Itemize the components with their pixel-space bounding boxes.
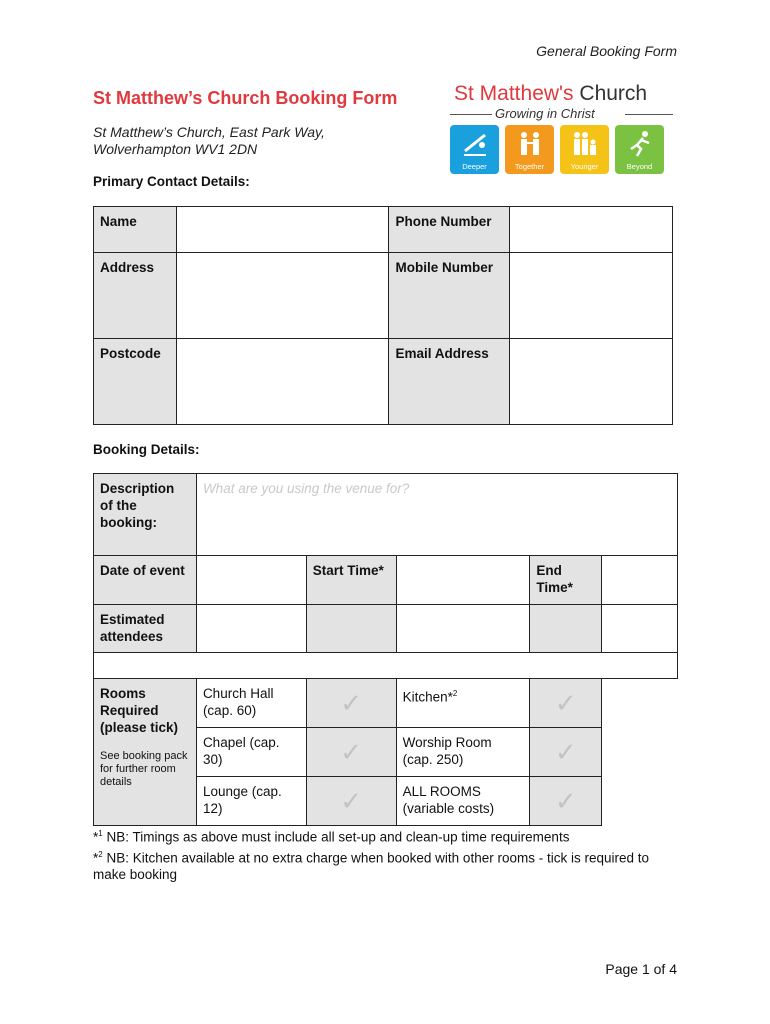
chapel-tick[interactable]: ✓ bbox=[306, 728, 396, 777]
room-church-hall: Church Hall (cap. 60) bbox=[196, 679, 306, 728]
running-figure-icon bbox=[627, 131, 653, 157]
room-kitchen bbox=[396, 679, 530, 728]
footnote-2 bbox=[93, 846, 673, 884]
primary-contact-heading: Primary Contact Details: bbox=[93, 174, 250, 189]
mobile-label: Mobile Number bbox=[389, 253, 510, 339]
logo-name-part2: Church bbox=[579, 82, 648, 105]
footnote-2-mark: * bbox=[93, 850, 99, 865]
booking-table bbox=[93, 473, 678, 826]
rooms-label-cell bbox=[94, 679, 197, 826]
tile-label-together: Together bbox=[514, 162, 545, 171]
address-line-2: Wolverhampton WV1 2DN bbox=[93, 141, 258, 157]
contact-table bbox=[93, 206, 673, 425]
name-label: Name bbox=[94, 207, 177, 253]
name-field[interactable] bbox=[176, 207, 389, 253]
start-time-field[interactable] bbox=[396, 556, 530, 605]
blank-cell bbox=[396, 605, 530, 653]
mobile-field[interactable] bbox=[510, 253, 673, 339]
church-logo bbox=[450, 82, 675, 177]
footnotes bbox=[93, 825, 673, 883]
footnote-2-sup: 2 bbox=[98, 849, 103, 859]
footnote-1-text: NB: Timings as above must include all set-up and clean-up time requirements bbox=[102, 829, 570, 845]
date-field[interactable] bbox=[196, 556, 306, 605]
room-worship-room: Worship Room (cap. 250) bbox=[396, 728, 530, 777]
postcode-label: Postcode bbox=[94, 339, 177, 425]
footnote-1-sup: 1 bbox=[98, 829, 103, 838]
room-lounge: Lounge (cap. 12) bbox=[196, 777, 306, 826]
phone-label: Phone Number bbox=[389, 207, 510, 253]
logo-tile-together bbox=[505, 125, 554, 174]
logo-tile-younger bbox=[560, 125, 609, 174]
page-number: Page 1 of 4 bbox=[605, 961, 677, 977]
end-time-label: End Time* bbox=[530, 556, 602, 605]
description-label: Description of the booking: bbox=[94, 474, 197, 556]
form-type-header: General Booking Form bbox=[536, 43, 677, 59]
logo-rule-right bbox=[625, 114, 673, 115]
email-field[interactable] bbox=[510, 339, 673, 425]
tile-label-beyond: Beyond bbox=[626, 162, 653, 171]
address-field[interactable] bbox=[176, 253, 389, 339]
attendees-label: Estimated attendees bbox=[94, 605, 197, 653]
booking-details-heading: Booking Details: bbox=[93, 442, 200, 457]
logo-tagline: Growing in Christ bbox=[495, 106, 595, 121]
address-line-1: St Matthew’s Church, East Park Way, bbox=[93, 124, 325, 140]
logo-tile-deeper bbox=[450, 125, 499, 174]
tile-label-younger: Younger bbox=[570, 162, 599, 171]
end-time-field[interactable] bbox=[602, 556, 678, 605]
spacer-row bbox=[94, 653, 678, 679]
phone-field[interactable] bbox=[510, 207, 673, 253]
blank-grey-cell bbox=[306, 605, 396, 653]
logo-name-part1: St Matthew's bbox=[454, 82, 574, 105]
logo-rule-left bbox=[450, 114, 492, 115]
kitchen-tick[interactable]: ✓ bbox=[530, 679, 602, 728]
email-label: Email Address bbox=[389, 339, 510, 425]
logo-name bbox=[454, 82, 647, 106]
diving-figure-icon bbox=[462, 131, 488, 157]
logo-tile-beyond bbox=[615, 125, 664, 174]
tile-label-deeper: Deeper bbox=[462, 162, 487, 171]
postcode-field[interactable] bbox=[176, 339, 389, 425]
footnote-1 bbox=[93, 825, 673, 846]
lounge-tick[interactable]: ✓ bbox=[306, 777, 396, 826]
description-field[interactable]: What are you using the venue for? bbox=[196, 474, 677, 556]
two-people-icon bbox=[517, 131, 543, 157]
footnote-1-mark: * bbox=[93, 829, 99, 845]
blank-cell bbox=[602, 605, 678, 653]
blank-grey-cell bbox=[530, 605, 602, 653]
date-label: Date of event bbox=[94, 556, 197, 605]
address-label: Address bbox=[94, 253, 177, 339]
rooms-label: Rooms Required (please tick) bbox=[100, 686, 179, 735]
footnote-2-text: NB: Kitchen available at no extra charge when booked with other rooms - tick is required to make booking bbox=[93, 850, 650, 882]
rooms-note: See booking pack for further room details bbox=[100, 750, 188, 788]
room-chapel: Chapel (cap. 30) bbox=[196, 728, 306, 777]
page-title: St Matthew’s Church Booking Form bbox=[93, 88, 398, 108]
attendees-field[interactable] bbox=[196, 605, 306, 653]
worship-room-tick[interactable]: ✓ bbox=[530, 728, 602, 777]
church-address bbox=[93, 124, 325, 158]
room-all-rooms: ALL ROOMS (variable costs) bbox=[396, 777, 530, 826]
start-time-label: Start Time* bbox=[306, 556, 396, 605]
church-hall-tick[interactable]: ✓ bbox=[306, 679, 396, 728]
kitchen-footnote-mark: 2 bbox=[452, 689, 458, 698]
family-icon bbox=[572, 131, 598, 157]
all-rooms-tick[interactable]: ✓ bbox=[530, 777, 602, 826]
room-kitchen-label: Kitchen* bbox=[402, 689, 453, 705]
